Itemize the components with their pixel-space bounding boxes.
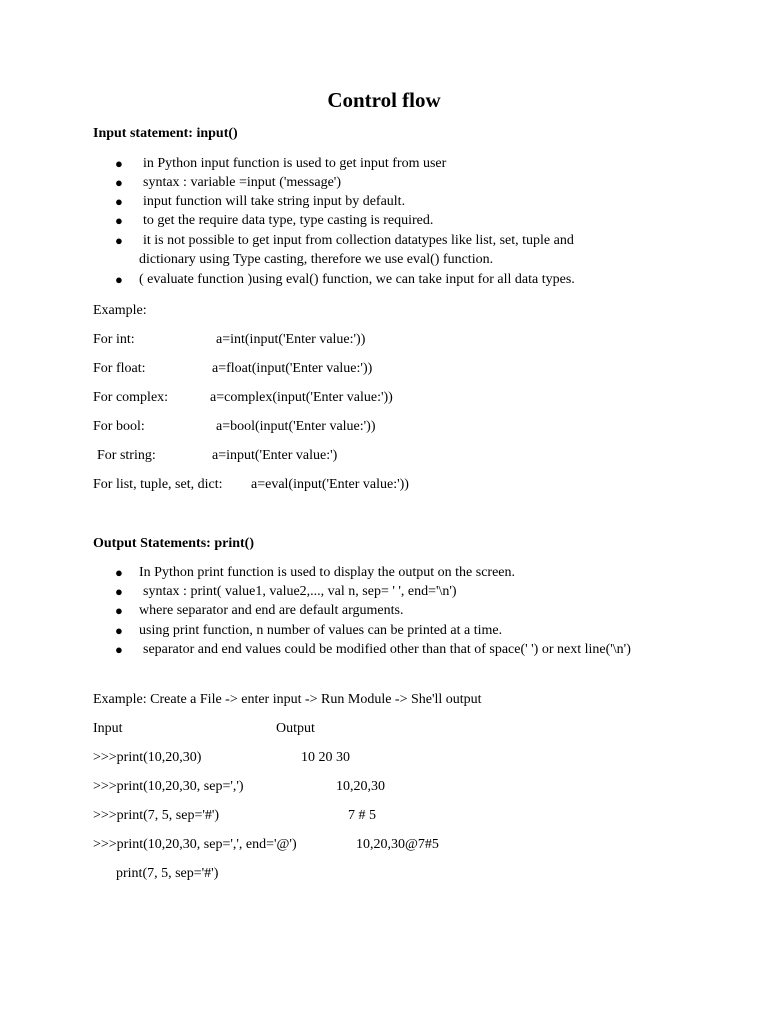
example-label: Example: [93, 303, 147, 318]
table-row-input: >>>print(10,20,30, sep=',', end='@') [93, 837, 297, 852]
example-instructions: Example: Create a File -> enter input -> Run Module -> She'll output [93, 692, 482, 707]
bullet-text: to get the require data type, type casting is required. [143, 213, 434, 228]
bullet-icon: ● [115, 623, 123, 638]
bullet-text: In Python print function is used to display the output on the screen. [139, 565, 516, 580]
bullet-icon: ● [115, 584, 123, 599]
column-header-input: Input [93, 721, 123, 736]
bullet-text: input function will take string input by default. [143, 194, 406, 209]
bullet-text: where separator and end are default arguments. [139, 603, 404, 618]
example-type-label: For complex: [93, 390, 169, 405]
section-heading-input: Input statement: input() [93, 126, 238, 141]
table-row-output: 10 20 30 [301, 750, 350, 765]
example-type-label: For string: [97, 448, 156, 463]
section-heading-output: Output Statements: print() [93, 536, 254, 551]
table-row-input: >>>print(10,20,30, sep=',') [93, 779, 244, 794]
table-row-output: 10,20,30@7#5 [356, 837, 439, 852]
bullet-text: ( evaluate function )using eval() function, we can take input for all data types. [139, 272, 575, 287]
example-type-label: For float: [93, 361, 146, 376]
bullet-icon: ● [115, 175, 123, 190]
example-type-label: For list, tuple, set, dict: [93, 477, 223, 492]
example-code: a=input('Enter value:') [212, 448, 338, 463]
example-code: a=int(input('Enter value:')) [216, 332, 366, 347]
table-row-continuation: print(7, 5, sep='#') [116, 866, 219, 881]
bullet-icon: ● [115, 603, 123, 618]
table-row-input: >>>print(10,20,30) [93, 750, 202, 765]
bullet-text: syntax : variable =input ('message') [143, 175, 341, 190]
bullet-icon: ● [115, 156, 123, 171]
bullet-text: syntax : print( value1, value2,..., val n, sep= ' ', end='\n') [143, 584, 457, 599]
bullet-icon: ● [115, 565, 123, 580]
bullet-text: it is not possible to get input from collection datatypes like list, set, tuple and dictionary using Type casting, therefore we use eval() function. [139, 233, 574, 267]
bullet-icon: ● [115, 194, 123, 209]
example-code: a=eval(input('Enter value:')) [251, 477, 409, 492]
bullet-text: in Python input function is used to get input from user [143, 156, 447, 171]
bullet-text: separator and end values could be modified other than that of space(' ') or next line('\n') [143, 642, 631, 657]
table-row-input: >>>print(7, 5, sep='#') [93, 808, 220, 823]
table-row-output: 7 # 5 [348, 808, 376, 823]
column-header-output: Output [276, 721, 315, 736]
bullet-icon: ● [115, 233, 123, 248]
bullet-icon: ● [115, 213, 123, 228]
example-type-label: For bool: [93, 419, 145, 434]
bullet-icon: ● [115, 272, 123, 287]
bullet-icon: ● [115, 642, 123, 657]
table-row-output: 10,20,30 [336, 779, 385, 794]
page-title: Control flow [327, 88, 441, 112]
example-code: a=float(input('Enter value:')) [212, 361, 373, 376]
example-code: a=bool(input('Enter value:')) [216, 419, 376, 434]
example-code: a=complex(input('Enter value:')) [210, 390, 393, 405]
example-type-label: For int: [93, 332, 135, 347]
bullet-text: using print function, n number of values can be printed at a time. [139, 623, 503, 638]
